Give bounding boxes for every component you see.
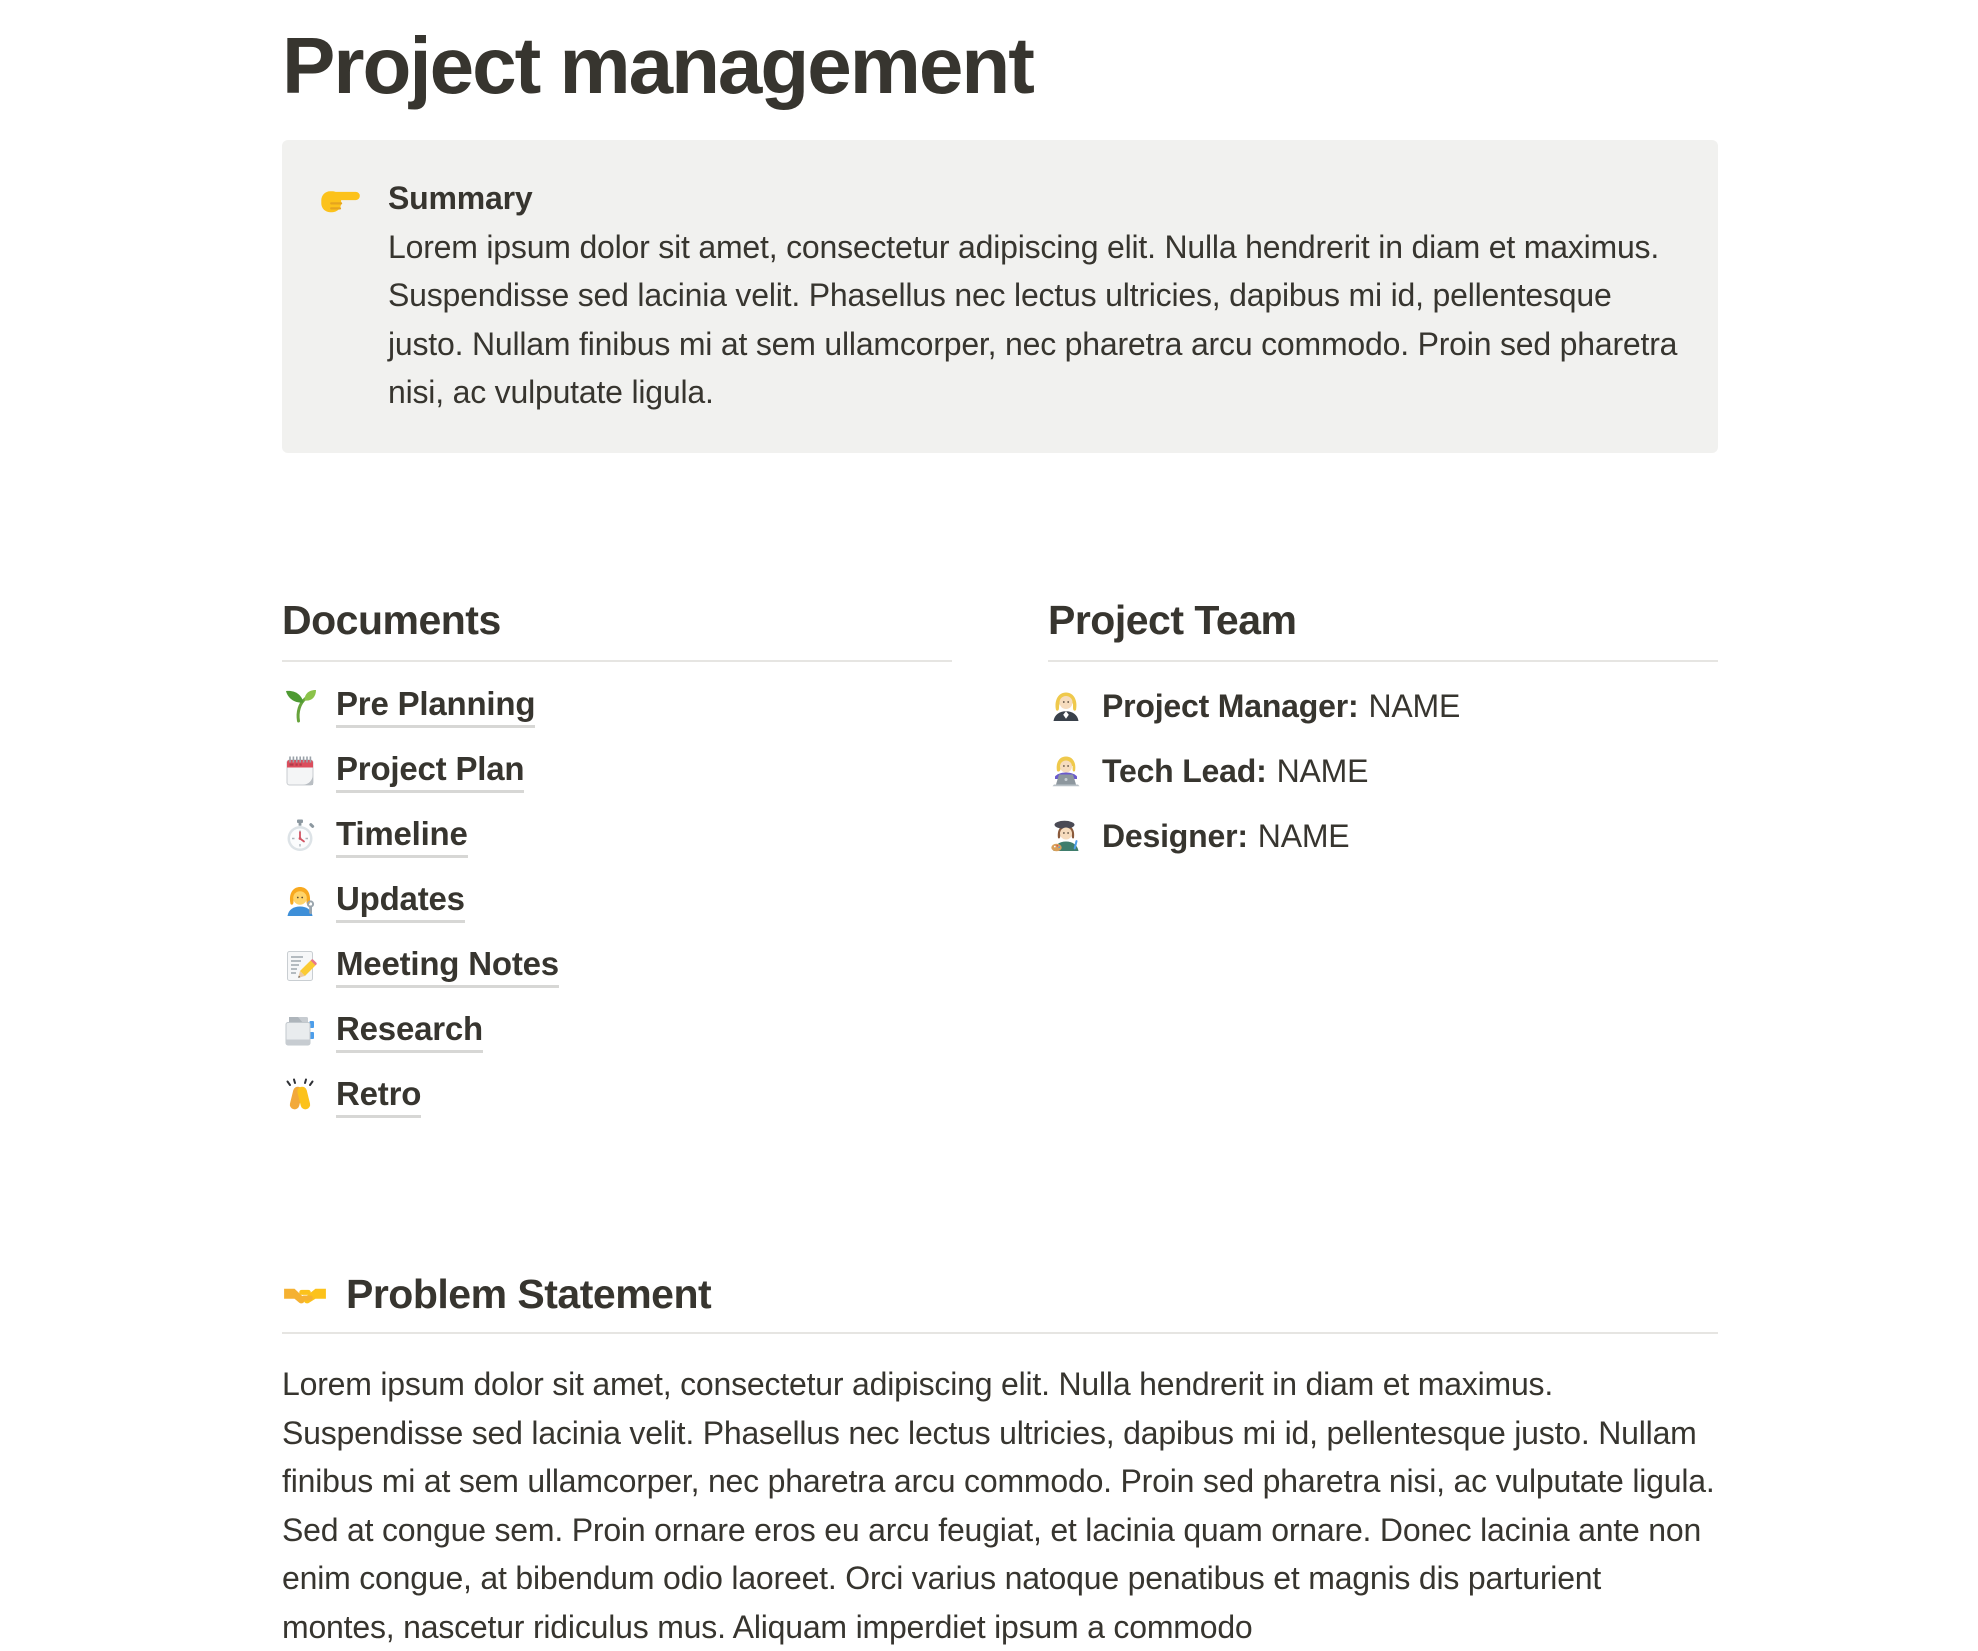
problem-statement-title: Problem Statement xyxy=(346,1270,712,1317)
memo-icon xyxy=(282,948,318,984)
pointing-right-icon xyxy=(318,177,362,221)
project-team-heading: Project Team xyxy=(1048,595,1718,662)
doc-link-label: Research xyxy=(336,1010,483,1053)
team-name: NAME xyxy=(1276,752,1369,789)
summary-callout xyxy=(282,140,1718,453)
woman-office-worker-icon xyxy=(1048,688,1084,724)
team-member-tech-lead xyxy=(1048,739,1718,804)
card-index-dividers-icon xyxy=(282,1013,318,1049)
team-member-project-manager xyxy=(1048,674,1718,739)
two-column-section xyxy=(282,595,1718,1129)
team-role: Designer: xyxy=(1102,817,1248,854)
page-title: Project management xyxy=(282,21,1033,110)
doc-link-project-plan[interactable] xyxy=(282,750,524,793)
team-role: Tech Lead: xyxy=(1102,752,1267,789)
doc-link-meeting-notes[interactable] xyxy=(282,945,559,988)
project-team-column xyxy=(1048,595,1718,1129)
doc-link-timeline[interactable] xyxy=(282,815,468,858)
doc-link-label: Pre Planning xyxy=(336,685,535,728)
team-name: NAME xyxy=(1257,817,1350,854)
team-member-text xyxy=(1102,753,1368,790)
doc-link-updates[interactable] xyxy=(282,880,465,923)
woman-mechanic-icon xyxy=(282,883,318,919)
problem-statement-heading xyxy=(282,1269,1718,1334)
woman-technologist-icon xyxy=(1048,753,1084,789)
team-member-text xyxy=(1102,688,1460,725)
team-name: NAME xyxy=(1368,687,1461,724)
doc-link-label: Project Plan xyxy=(336,750,524,793)
summary-title: Summary xyxy=(388,180,533,216)
doc-link-label: Timeline xyxy=(336,815,468,858)
project-team-list xyxy=(1048,662,1718,869)
team-role: Project Manager: xyxy=(1102,687,1359,724)
problem-statement-section xyxy=(282,1269,1718,1651)
doc-link-label: Meeting Notes xyxy=(336,945,559,988)
handshake-icon xyxy=(282,1274,328,1314)
team-member-text xyxy=(1102,818,1349,855)
stopwatch-icon xyxy=(282,818,318,854)
seedling-icon xyxy=(282,688,318,724)
doc-link-research[interactable] xyxy=(282,1010,483,1053)
team-member-designer xyxy=(1048,804,1718,869)
doc-link-label: Updates xyxy=(336,880,465,923)
doc-link-pre-planning[interactable] xyxy=(282,685,535,728)
doc-link-retro[interactable] xyxy=(282,1075,421,1118)
documents-heading: Documents xyxy=(282,595,952,662)
summary-body: Lorem ipsum dolor sit amet, consectetur adipiscing elit. Nulla hendrerit in diam et maximus. Suspendisse sed lacinia velit. Phasellus nec lectus ultricies, dapibus mi id, pellentesque justo. Nullam finibus mi at sem ullamcorper, nec pharetra arcu commodo. Proin sed pharetra nisi, ac vulputate ligula. xyxy=(388,228,1678,410)
documents-list xyxy=(282,662,952,1129)
documents-column xyxy=(282,595,952,1129)
clapping-hands-icon xyxy=(282,1078,318,1114)
problem-statement-body: Lorem ipsum dolor sit amet, consectetur adipiscing elit. Nulla hendrerit in diam et maximus. Suspendisse sed lacinia velit. Phasellus nec lectus ultricies, dapibus mi id, pellentesque justo. Nullam finibus mi at sem ullamcorper, nec pharetra arcu commodo. Proin sed pharetra nisi, ac vulputate ligula. Sed at congue sem. Proin ornare eros eu arcu feugiat, et lacinia quam ornare. Donec lacinia ante non enim congue, at bibendum odio laoreet. Orci varius natoque penatibus et magnis dis parturient montes, nascetur ridiculus mus. Aliquam imperdiet ipsum a commodo xyxy=(282,1366,1715,1645)
spiral-calendar-icon xyxy=(282,753,318,789)
doc-link-label: Retro xyxy=(336,1075,421,1118)
man-artist-icon xyxy=(1048,818,1084,854)
